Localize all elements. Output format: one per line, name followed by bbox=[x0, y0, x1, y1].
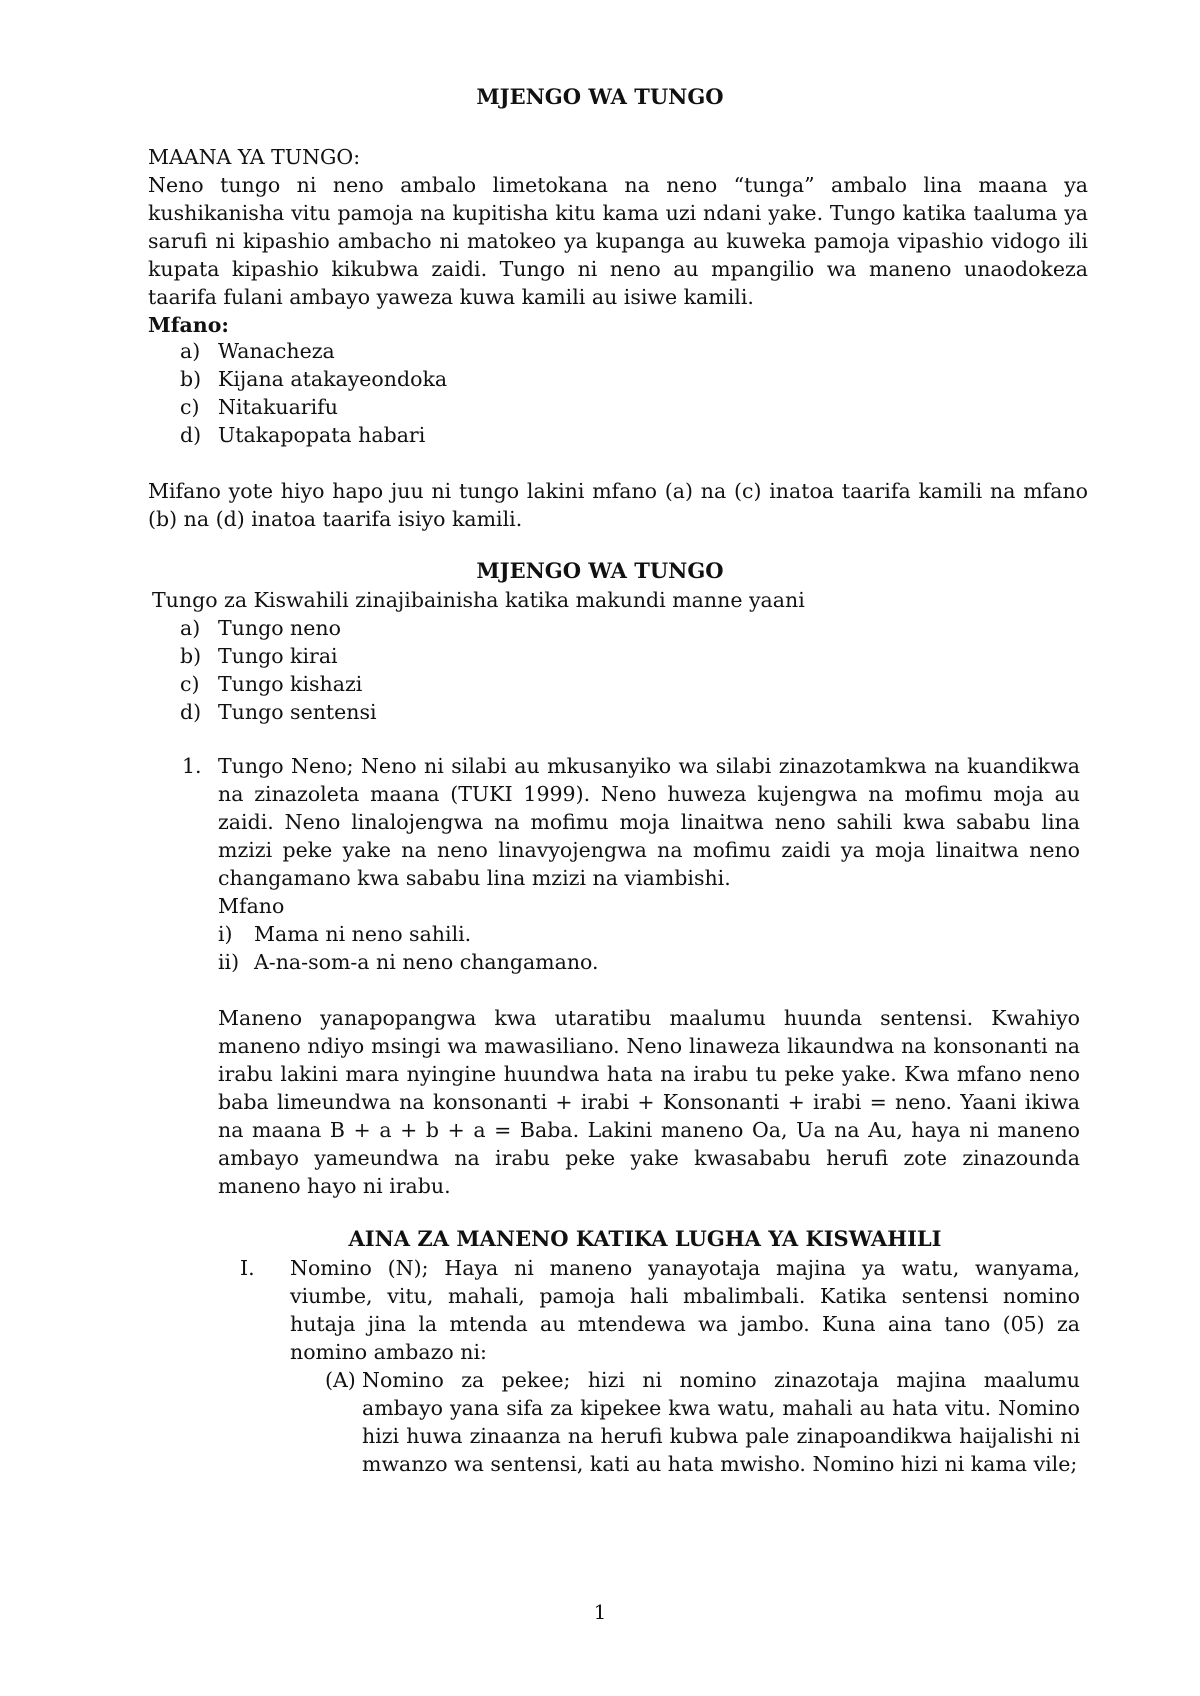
list-text: Mama ni neno sahili. bbox=[254, 922, 472, 946]
maana-paragraph: Neno tungo ni neno ambalo limetokana na neno “tunga” ambalo lina maana ya kushikanisha vitu pamoja na kupitisha kitu kama uzi ndani yake. Tungo katika taaluma ya sarufi ni kipashio ambacho ni matokeo ya kupanga au kuweka pamoja vipashio vidogo ili kupata kipashio kikubwa zaidi. Tungo ni neno au mpangilio wa maneno unaodokeza taarifa fulani ambayo yaweza kuwa kamili au isiwe kamili. bbox=[148, 173, 1088, 309]
sub-marker: (A) bbox=[325, 1368, 356, 1392]
list-text: Tungo neno bbox=[218, 616, 341, 640]
mfano-label: Mfano: bbox=[148, 313, 229, 337]
list-marker: c) bbox=[180, 672, 200, 696]
neno-paragraph: Tungo Neno; Neno ni silabi au mkusanyiko wa silabi zinazotamkwa na kuandikwa na zinazoleta maana (TUKI 1999). Neno huweza kujengwa na mofimu moja au zaidi. Neno linalojengwa na mofimu moja linaitwa neno sahili kwa sababu lina mzizi peke yake na neno linavyojengwa na mofimu zaidi ya moja linaitwa neno changamano kwa sababu lina mzizi na viambishi. bbox=[218, 754, 1080, 890]
list-text: Wanacheza bbox=[218, 339, 335, 363]
list-marker: i) bbox=[218, 922, 233, 946]
nomino-pekee-paragraph: Nomino za pekee; hizi ni nomino zinazotaja majina maalumu ambayo yana sifa za kipekee kwa watu, mahali au hata vitu. Nomino hizi huwa zinaanza na herufi kubwa pale zinapoandikwa haijalishi ni mwanzo wa sentensi, kati au hata mwisho. Nomino hizi ni kama vile; bbox=[362, 1368, 1080, 1476]
list-marker: b) bbox=[180, 644, 202, 668]
maana-label: MAANA YA TUNGO: bbox=[148, 145, 361, 169]
summary-paragraph: Mifano yote hiyo hapo juu ni tungo lakini mfano (a) na (c) inatoa taarifa kamili na mfano (b) na (d) inatoa taarifa isiyo kamili. bbox=[148, 479, 1088, 531]
section-number: 1. bbox=[182, 754, 202, 778]
list-marker: ii) bbox=[218, 950, 240, 974]
list-text: Utakapopata habari bbox=[218, 423, 426, 447]
list-marker: d) bbox=[180, 700, 202, 724]
list-marker: a) bbox=[180, 339, 201, 363]
list-marker: a) bbox=[180, 616, 201, 640]
list-marker: b) bbox=[180, 367, 202, 391]
list-marker: d) bbox=[180, 423, 202, 447]
list-marker: c) bbox=[180, 395, 200, 419]
neno-section bbox=[218, 752, 1080, 920]
list-text: Tungo sentensi bbox=[218, 700, 377, 724]
neno-mfano-label: Mfano bbox=[218, 894, 285, 918]
nomino-paragraph: Nomino (N); Haya ni maneno yanayotaja majina ya watu, wanyama, viumbe, vitu, mahali, pamoja hali mbalimbali. Katika sentensi nomino hutaja jina la mtenda au mtendewa wa jambo. Kuna aina tano (05) za nomino ambazo ni: bbox=[290, 1256, 1080, 1364]
section-heading: AINA ZA MANENO KATIKA LUGHA YA KISWAHILI bbox=[348, 1226, 942, 1251]
list-text: Kijana atakayeondoka bbox=[218, 367, 448, 391]
list-text: Tungo kishazi bbox=[218, 672, 363, 696]
types-intro: Tungo za Kiswahili zinajibainisha katika makundi manne yaani bbox=[152, 588, 805, 612]
maana-section bbox=[148, 143, 1088, 339]
section-heading: MJENGO WA TUNGO bbox=[476, 558, 724, 583]
page-title: MJENGO WA TUNGO bbox=[476, 84, 724, 109]
section-number: I. bbox=[240, 1256, 255, 1280]
neno-paragraph-2: Maneno yanapopangwa kwa utaratibu maalumu huunda sentensi. Kwahiyo maneno ndiyo msingi wa mawasiliano. Neno linaweza likaundwa na konsonanti na irabu lakini mara nyingine huundwa hata na irabu tu peke yake. Kwa mfano neno baba limeundwa na konsonanti + irabi + Konsonanti + irabi = neno. Yaani ikiwa na maana B + a + b + a = Baba. Lakini maneno Oa, Ua na Au, haya ni maneno ambayo yameundwa na irabu peke yake kwasababu herufi zote zinazounda maneno hayo ni irabu. bbox=[218, 1006, 1080, 1198]
list-text: Tungo kirai bbox=[218, 644, 338, 668]
list-text: Nitakuarifu bbox=[218, 395, 338, 419]
list-text: A-na-som-a ni neno changamano. bbox=[254, 950, 599, 974]
page-number: 1 bbox=[593, 1600, 607, 1624]
